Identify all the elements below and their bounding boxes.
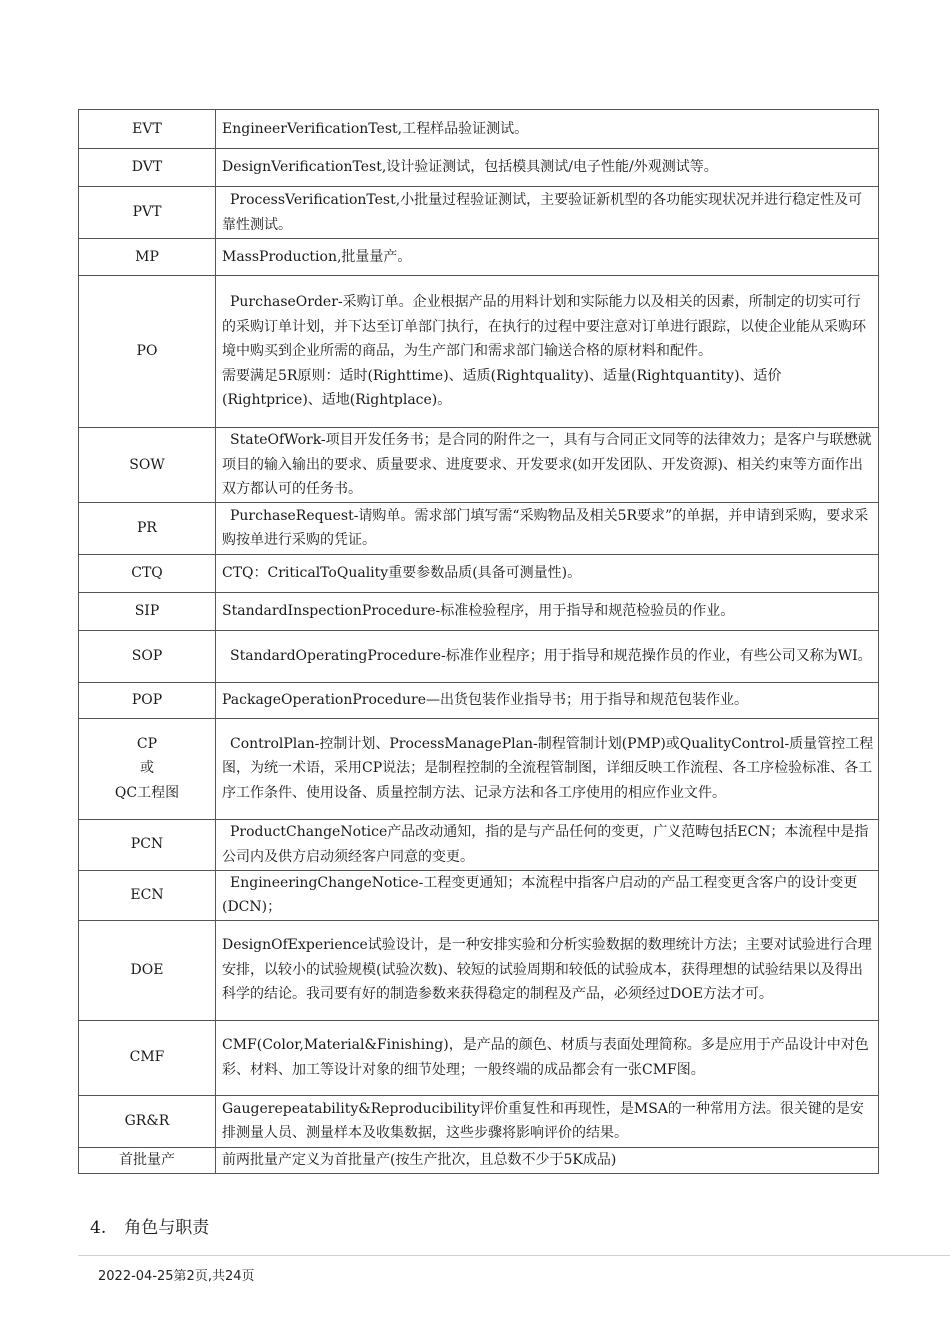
footer-divider bbox=[78, 1255, 950, 1256]
definition-cell: CMF(Color,Material&Finishing)，是产品的颜色、材质与表面处理简称。多是应用于产品设计中对色彩、材料、加工等设计对象的细节处理；一般终端的成品都会有一张CMF图。 bbox=[216, 1020, 879, 1095]
definition-cell: PackageOperationProcedure—出货包装作业指导书；用于指导和规范包装作业。 bbox=[216, 682, 879, 718]
definition-cell: PurchaseOrder-采购订单。企业根据产品的用料计划和实际能力以及相关的因素，所制定的切实可行的采购订单计划，并下达至订单部门执行，在执行的过程中要注意对订单进行跟踪，以使企业能从采购环境中购买到企业所需的商品，为生产部门和需求部门输送合格的原材料和配件。 需要满足5R原则：适时(Righttime)、适质(Rightquality)、适量(Rightquantity)、适价(Rightprice)、适地(Rightplace)。 bbox=[216, 276, 879, 428]
table-row bbox=[79, 428, 879, 503]
term-cell: ECN bbox=[79, 870, 216, 920]
table-row bbox=[79, 1020, 879, 1095]
table-row bbox=[79, 276, 879, 428]
term-cell: PR bbox=[79, 502, 216, 554]
table-row bbox=[79, 870, 879, 920]
definition-cell: DesignOfExperience试验设计，是一种安排实验和分析实验数据的数理统计方法；主要对试验进行合理安排，以较小的试验规模(试验次数)、较短的试验周期和较低的试验成本，获得理想的试验结果以及得出科学的结论。我司要有好的制造参数来获得稳定的制程及产品，必须经过DOE方法才可。 bbox=[216, 920, 879, 1020]
section-heading bbox=[90, 1213, 209, 1238]
table-row bbox=[79, 920, 879, 1020]
definition-cell: PurchaseRequest-请购单。需求部门填写需“采购物品及相关5R要求”的单据，并申请到采购，要求采购按单进行采购的凭证。 bbox=[216, 502, 879, 554]
definition-cell: 前两批量产定义为首批量产(按生产批次，且总数不少于5K成品) bbox=[216, 1147, 879, 1173]
section-number: 4. bbox=[90, 1218, 107, 1238]
table-row bbox=[79, 1095, 879, 1147]
term-cell: GR&R bbox=[79, 1095, 216, 1147]
term-cell: CMF bbox=[79, 1020, 216, 1095]
table-row bbox=[79, 718, 879, 819]
term-cell: DOE bbox=[79, 920, 216, 1020]
term-cell: PCN bbox=[79, 819, 216, 870]
term-cell: EVT bbox=[79, 110, 216, 149]
table-row bbox=[79, 819, 879, 870]
table-row bbox=[79, 682, 879, 718]
definition-cell: EngineeringChangeNotice-工程变更通知；本流程中指客户启动的产品工程变更含客户的设计变更(DCN)； bbox=[216, 870, 879, 920]
definition-cell: ProductChangeNotice产品改动通知，指的是与产品任何的变更，广义范畴包括ECN；本流程中是指公司内及供方启动须经客户同意的变更。 bbox=[216, 819, 879, 870]
definition-cell: StateOfWork-项目开发任务书；是合同的附件之一，具有与合同正文同等的法律效力；是客户与联懋就项目的输入输出的要求、质量要求、进度要求、开发要求(如开发团队、开发资源)、相关约束等方面作出双方都认可的任务书。 bbox=[216, 428, 879, 503]
term-cell: SOP bbox=[79, 630, 216, 682]
section-title: 角色与职责 bbox=[124, 1218, 210, 1238]
term-cell: PO bbox=[79, 276, 216, 428]
term-cell: CTQ bbox=[79, 554, 216, 592]
glossary-table bbox=[78, 109, 879, 1174]
definition-cell: StandardInspectionProcedure-标准检验程序，用于指导和规范检验员的作业。 bbox=[216, 592, 879, 630]
definition-cell: Gaugerepeatability&Reproducibility评价重复性和再现性，是MSA的一种常用方法。很关键的是安排测量人员、测量样本及收集数据，这些步骤将影响评价的结果。 bbox=[216, 1095, 879, 1147]
term-cell: 首批量产 bbox=[79, 1147, 216, 1173]
table-row bbox=[79, 187, 879, 239]
term-cell: SOW bbox=[79, 428, 216, 503]
table-row bbox=[79, 149, 879, 187]
term-cell: POP bbox=[79, 682, 216, 718]
table-row bbox=[79, 592, 879, 630]
table-row bbox=[79, 110, 879, 149]
term-cell: SIP bbox=[79, 592, 216, 630]
table-row bbox=[79, 502, 879, 554]
term-cell: MP bbox=[79, 239, 216, 276]
term-cell: CP 或 QC工程图 bbox=[79, 718, 216, 819]
definition-cell: DesignVerificationTest,设计验证测试，包括模具测试/电子性能/外观测试等。 bbox=[216, 149, 879, 187]
definition-cell: StandardOperatingProcedure-标准作业程序；用于指导和规范操作员的作业，有些公司又称为WI。 bbox=[216, 630, 879, 682]
definition-cell: ControlPlan-控制计划、ProcessManagePlan-制程管制计划(PMP)或QualityControl-质量管控工程图，为统一术语，采用CP说法；是制程控制的全流程管制图，详细反映工作流程、各工序检验标准、各工序工作条件、使用设备、质量控制方法、记录方法和各工序使用的相应作业文件。 bbox=[216, 718, 879, 819]
term-cell: PVT bbox=[79, 187, 216, 239]
table-row bbox=[79, 239, 879, 276]
definition-cell: CTQ：CriticalToQuality重要参数品质(具备可测量性)。 bbox=[216, 554, 879, 592]
table-row bbox=[79, 630, 879, 682]
definition-cell: EngineerVerificationTest,工程样品验证测试。 bbox=[216, 110, 879, 149]
term-cell: DVT bbox=[79, 149, 216, 187]
table-row bbox=[79, 554, 879, 592]
page-footer: 2022-04-25第2页,共24页 bbox=[98, 1269, 255, 1284]
definition-cell: ProcessVerificationTest,小批量过程验证测试，主要验证新机型的各功能实现状况并进行稳定性及可靠性测试。 bbox=[216, 187, 879, 239]
table-row bbox=[79, 1147, 879, 1173]
definition-cell: MassProduction,批量量产。 bbox=[216, 239, 879, 276]
